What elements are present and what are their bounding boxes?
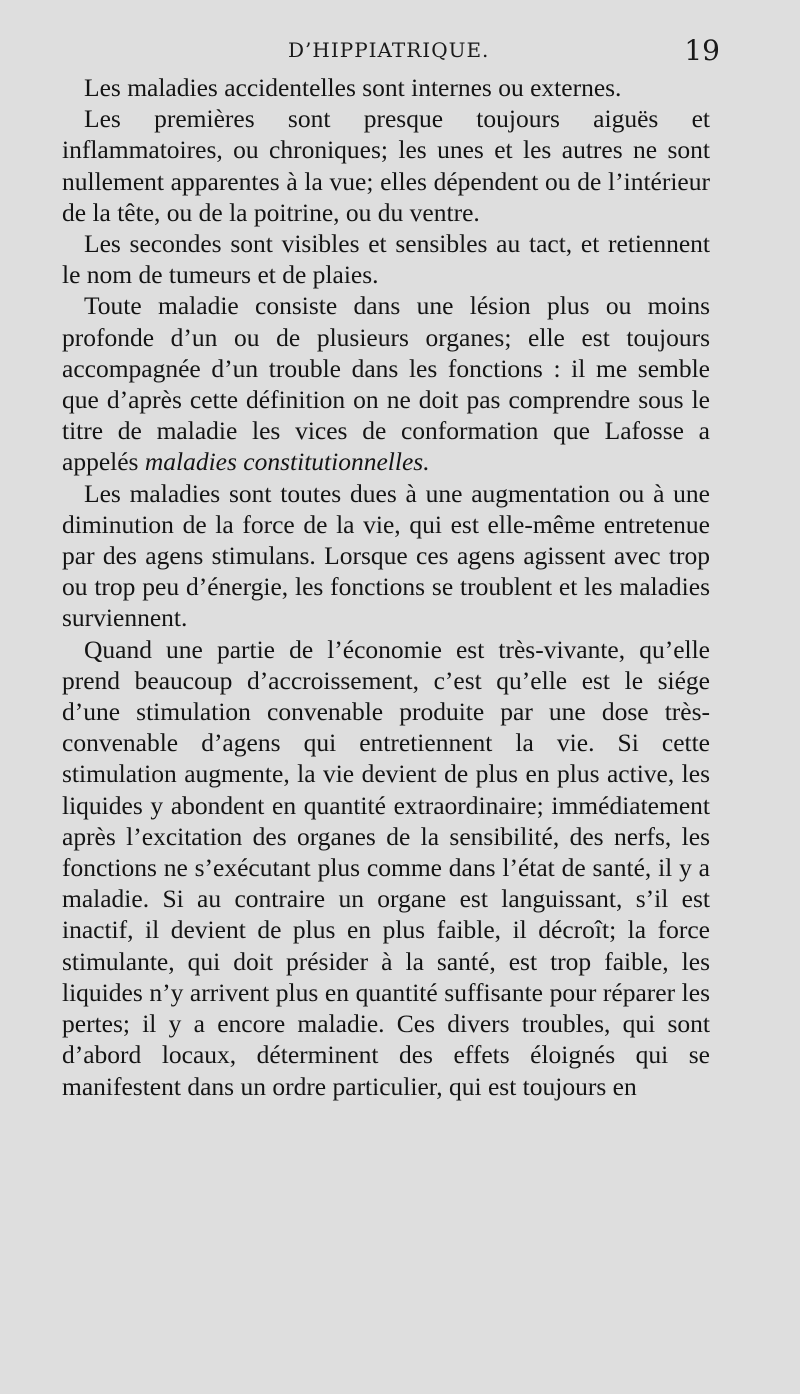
- paragraph-6: Quand une partie de l’économie est très-vivante, qu’elle prend beaucoup d’accroissement, c’est qu’elle est le siége d’une stimulation convenable produite par une dose très-convenable d’agens qui entretiennent la vie. Si cette stimulation augmente, la vie devient de plus en plus active, les liquides y abondent en quantité extraordinaire; immédiatement après l’excitation des organes de la sensibilité, des nerfs, les fonctions ne s’exécutant plus comme dans l’état de santé, il y a maladie. Si au contraire un organe est languissant, s’il est inactif, il devient de plus en plus faible, il décroît; la force stimulante, qui doit présider à la santé, est trop faible, les liquides n’y arrivent plus en quantité suffisante pour réparer les pertes; il y a encore maladie. Ces divers troubles, qui sont d’abord locaux, déterminent des effets éloignés qui se manifestent dans un ordre particulier, qui est toujours en: [62, 634, 710, 1101]
- paragraph-3: Les secondes sont visibles et sensibles au tact, et retiennent le nom de tumeurs et de plaies.: [62, 229, 710, 290]
- paragraph-2: Les premières sont presque toujours aiguës et inflammatoires, ou chroniques; les unes et les autres ne sont nullement apparentes à la vue; elles dépendent ou de l’intérieur de la tête, ou de la poitrine, ou du ventre.: [62, 104, 710, 227]
- paragraph-5: Les maladies sont toutes dues à une augmentation ou à une diminution de la force de la vie, qui est elle-même entretenue par des agens stimulans. Lorsque ces agens agissent avec trop ou trop peu d’énergie, les fonctions se troublent et les maladies surviennent.: [62, 478, 710, 633]
- paragraph-4-text: Toute maladie consiste dans une lésion plus ou moins profonde d’un ou de plusieurs organes; elle est toujours accompagnée d’un trouble dans les fonctions : il me semble que d’après cette définition on ne doit pas comprendre sous le titre de maladie les vices de conformation que Lafosse a appelés: [62, 291, 710, 477]
- running-head: D’HIPPIATRIQUE.: [288, 38, 490, 62]
- paragraph-1: Les maladies accidentelles sont internes ou externes.: [84, 73, 622, 102]
- italic-phrase: maladies constitutionnelles.: [144, 447, 430, 477]
- page-number: 19: [684, 34, 720, 67]
- paragraph-4: [62, 290, 710, 477]
- body-text: [62, 72, 710, 1102]
